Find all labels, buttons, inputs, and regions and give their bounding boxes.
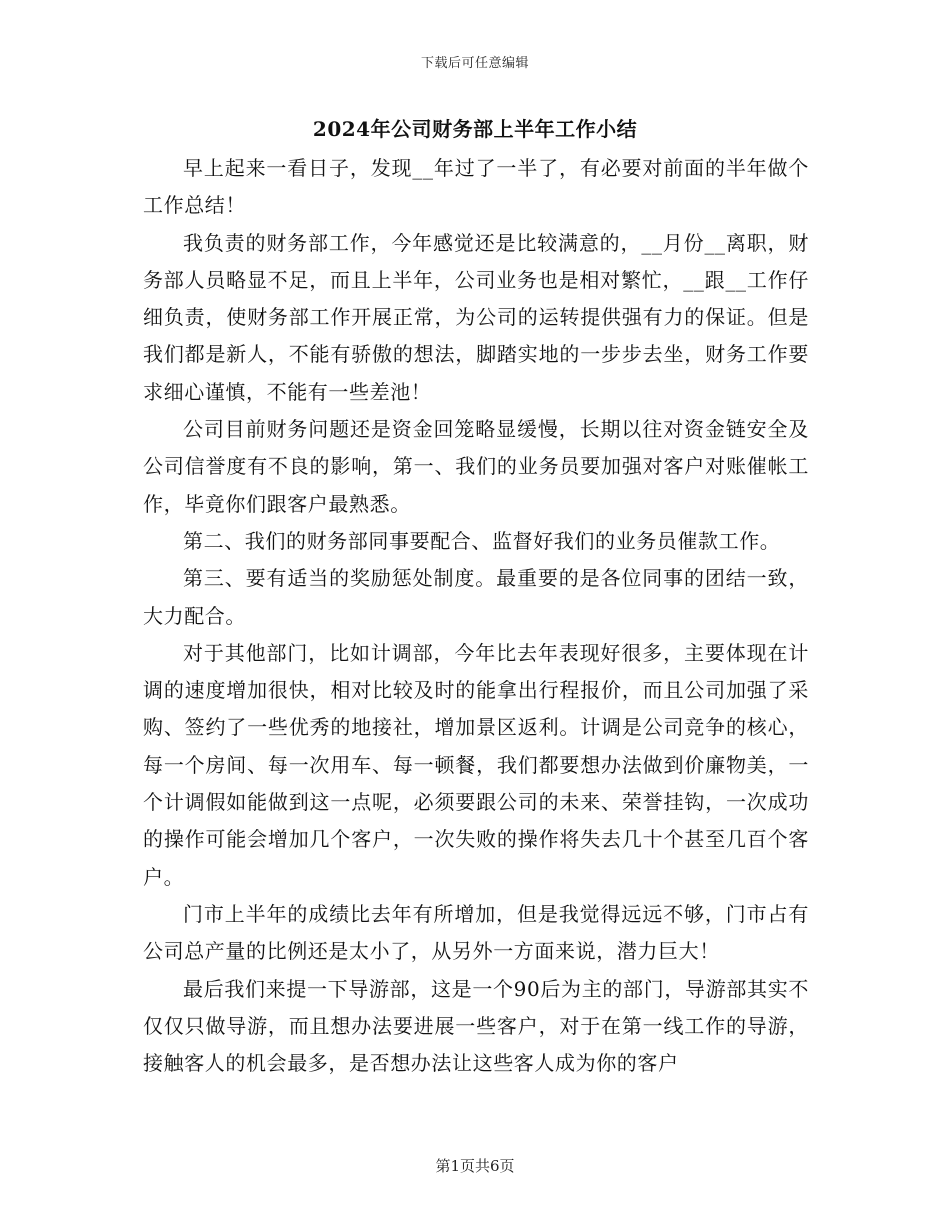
page-number: 第1页共6页 (435, 1157, 515, 1175)
paragraph: 门市上半年的成绩比去年有所增加，但是我觉得远远不够，门市占有公司总产量的比例还是太小了，从另外一方面来说，潜力巨大！ (143, 901, 809, 964)
document-body (143, 150, 809, 1082)
paragraph: 早上起来一看日子，发现__年过了一半了，有必要对前面的半年做个工作总结！ (143, 156, 809, 218)
paragraph: 对于其他部门，比如计调部，今年比去年表现好很多，主要体现在计调的速度增加很快，相对比较及时的能拿出行程报价，而且公司加强了采购、签约了一些优秀的地接社，增加景区返利。计调是公司竞争的核心，每一个房间、每一次用车、每一顿餐，我们都要想办法做到价廉物美，一个计调假如能做到这一点呢，必须要跟公司的未来、荣誉挂钩，一次成功的操作可能会增加几个客户，一次失败的操作将失去几十个甚至几百个客户。 (143, 640, 809, 889)
paragraph: 我负责的财务部工作，今年感觉还是比较满意的，__月份__离职，财务部人员略显不足，而且上半年，公司业务也是相对繁忙，__跟__工作仔细负责，使财务部工作开展正常，为公司的运转提供强有力的保证。但是我们都是新人，不能有骄傲的想法，脚踏实地的一步步去坐，财务工作要求细心谨慎，不能有一些差池！ (143, 230, 809, 404)
document-title: 2024年公司财务部上半年工作小结 (312, 117, 638, 141)
paragraph: 第三、要有适当的奖励惩处制度。最重要的是各位同事的团结一致，大力配合。 (143, 566, 809, 628)
paragraph: 最后我们来提一下导游部，这是一个90后为主的部门，导游部其实不仅仅只做导游，而且想办法要进展一些客户，对于在第一线工作的导游，接触客人的机会最多，是否想办法让这些客人成为你的客户 (143, 976, 809, 1076)
page-header-note: 下载后可任意编辑 (420, 56, 529, 71)
paragraph: 第二、我们的财务部同事要配合、监督好我们的业务员催款工作。 (183, 528, 781, 553)
paragraph: 公司目前财务问题还是资金回笼略显缓慢，长期以往对资金链安全及公司信誉度有不良的影响，第一、我们的业务员要加强对客户对账催帐工作，毕竟你们跟客户最熟悉。 (143, 417, 809, 516)
